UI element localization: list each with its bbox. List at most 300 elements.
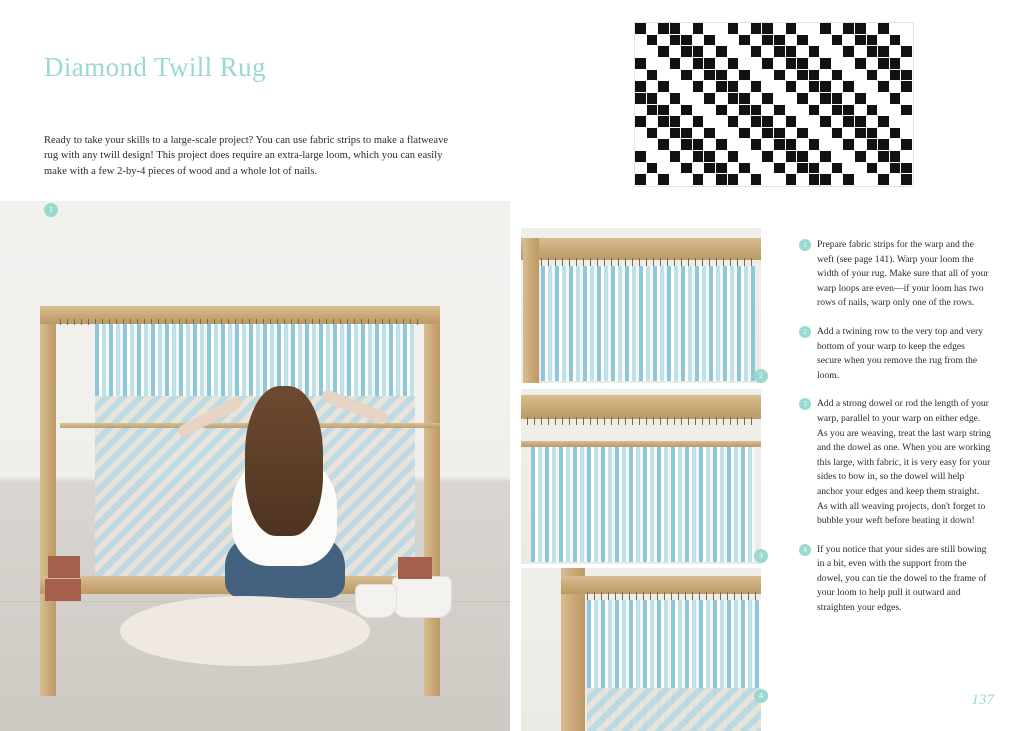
pattern-cell-empty: [762, 174, 774, 186]
pattern-cell-empty: [890, 116, 902, 128]
step-text: Add a twining row to the very top and very bottom of your warp to keep the edges secure when you remove the rug from the loom.: [817, 325, 983, 381]
pattern-cell-empty: [809, 23, 821, 35]
step-item: [799, 543, 991, 616]
pattern-cell-empty: [832, 23, 844, 35]
pattern-cell-empty: [635, 139, 647, 151]
pattern-cell-filled: [693, 116, 705, 128]
pattern-cell-empty: [693, 70, 705, 82]
pattern-cell-filled: [728, 174, 740, 186]
pattern-cell-empty: [786, 35, 798, 47]
pattern-cell-empty: [670, 46, 682, 58]
pattern-cell-empty: [670, 174, 682, 186]
pattern-cell-filled: [855, 93, 867, 105]
pattern-cell-empty: [820, 70, 832, 82]
pattern-cell-filled: [832, 35, 844, 47]
pattern-cell-empty: [635, 163, 647, 175]
pattern-cell-empty: [751, 93, 763, 105]
pattern-cell-empty: [843, 93, 855, 105]
pattern-cell-filled: [751, 116, 763, 128]
pattern-cell-filled: [797, 70, 809, 82]
pattern-cell-empty: [878, 105, 890, 117]
pattern-cell-filled: [878, 139, 890, 151]
pattern-cell-filled: [843, 46, 855, 58]
pattern-cell-empty: [751, 163, 763, 175]
pattern-cell-filled: [878, 58, 890, 70]
pattern-cell-filled: [867, 105, 879, 117]
photo-badge-4: 4: [754, 689, 768, 703]
pattern-cell-empty: [739, 46, 751, 58]
page-title: Diamond Twill Rug: [44, 52, 266, 82]
pattern-cell-filled: [739, 128, 751, 140]
pattern-cell-empty: [890, 46, 902, 58]
loom-top-beam-3: [521, 395, 761, 419]
pattern-cell-filled: [670, 151, 682, 163]
pattern-cell-filled: [739, 105, 751, 117]
pattern-cell-filled: [843, 81, 855, 93]
pattern-cell-filled: [658, 23, 670, 35]
pattern-cell-empty: [832, 151, 844, 163]
pattern-cell-filled: [797, 151, 809, 163]
pattern-cell-empty: [751, 128, 763, 140]
pattern-cell-filled: [890, 93, 902, 105]
pattern-cell-empty: [704, 174, 716, 186]
pattern-cell-filled: [728, 151, 740, 163]
pattern-cell-empty: [843, 35, 855, 47]
pattern-cell-filled: [762, 35, 774, 47]
pattern-cell-filled: [843, 116, 855, 128]
pattern-cell-empty: [704, 139, 716, 151]
pattern-cell-filled: [890, 35, 902, 47]
pattern-cell-empty: [809, 116, 821, 128]
pattern-cell-filled: [739, 70, 751, 82]
pattern-cell-empty: [843, 151, 855, 163]
pattern-cell-empty: [693, 35, 705, 47]
pattern-cell-empty: [797, 116, 809, 128]
step-text: Prepare fabric strips for the warp and the weft (see page 141). Warp your loom the width of your rug. Make sure that all of your warp loops are even—if your loom has two rows of nails, warp only one of the rows.: [817, 239, 989, 309]
step-text: Add a strong dowel or rod the length of your warp, parallel to your warp on either edge. As you are weaving, treat the last warp string and the dowel as one. When you are working this large, with fabric, it is very easy for your sides to bow in, so the dowel will help anchor your edges and keep them straight. As with all weaving projects, don't forget to bubble your weft before beating it down!: [817, 398, 991, 527]
pattern-cell-filled: [878, 81, 890, 93]
step-item: [799, 238, 991, 311]
pattern-cell-filled: [670, 35, 682, 47]
pattern-cell-filled: [901, 174, 913, 186]
pattern-cell-filled: [832, 105, 844, 117]
pattern-cell-filled: [739, 163, 751, 175]
pattern-cell-empty: [728, 128, 740, 140]
pattern-cell-empty: [901, 58, 913, 70]
pattern-cell-empty: [681, 93, 693, 105]
pattern-cell-empty: [751, 58, 763, 70]
pattern-cell-empty: [704, 105, 716, 117]
pattern-cell-filled: [693, 151, 705, 163]
pattern-cell-empty: [635, 35, 647, 47]
pattern-cell-filled: [762, 23, 774, 35]
pattern-cell-empty: [635, 70, 647, 82]
pattern-cell-filled: [855, 116, 867, 128]
pattern-cell-empty: [658, 151, 670, 163]
step-number-badge: 3: [799, 398, 811, 410]
pattern-cell-empty: [867, 151, 879, 163]
pattern-cell-empty: [658, 70, 670, 82]
pattern-cell-filled: [820, 81, 832, 93]
pattern-cell-filled: [647, 163, 659, 175]
pattern-cell-filled: [867, 128, 879, 140]
pattern-cell-filled: [878, 151, 890, 163]
pattern-cell-filled: [843, 105, 855, 117]
pattern-cell-empty: [797, 81, 809, 93]
pattern-cell-empty: [751, 35, 763, 47]
pattern-cell-empty: [704, 81, 716, 93]
pattern-cell-empty: [774, 93, 786, 105]
pattern-cell-empty: [739, 139, 751, 151]
pattern-cell-filled: [751, 139, 763, 151]
pattern-cell-filled: [797, 93, 809, 105]
pattern-cell-empty: [762, 81, 774, 93]
pattern-cell-filled: [739, 93, 751, 105]
pattern-cell-filled: [647, 128, 659, 140]
pattern-cell-empty: [855, 70, 867, 82]
step-item: [799, 325, 991, 383]
pattern-cell-filled: [890, 151, 902, 163]
pattern-cell-filled: [681, 35, 693, 47]
pattern-cell-empty: [797, 23, 809, 35]
pattern-cell-filled: [704, 35, 716, 47]
pattern-cell-empty: [762, 70, 774, 82]
pattern-cell-empty: [832, 58, 844, 70]
pattern-cell-empty: [670, 163, 682, 175]
pattern-cell-filled: [693, 46, 705, 58]
step-item: [799, 397, 991, 528]
pattern-cell-filled: [878, 116, 890, 128]
pattern-cell-filled: [635, 58, 647, 70]
pattern-cell-empty: [704, 23, 716, 35]
pattern-cell-empty: [901, 35, 913, 47]
pattern-cell-empty: [681, 116, 693, 128]
pattern-cell-filled: [786, 23, 798, 35]
pattern-cell-empty: [855, 139, 867, 151]
pattern-cell-filled: [786, 46, 798, 58]
pattern-cell-empty: [658, 128, 670, 140]
pattern-cell-filled: [786, 139, 798, 151]
brick-left-upper: [48, 556, 80, 578]
pattern-cell-empty: [820, 35, 832, 47]
step-text: If you notice that your sides are still bowing in a bit, even with the support from the dowel, you can tie the dowel to the frame of your loom to help pull it outward and straighten your edges.: [817, 543, 987, 614]
pattern-cell-filled: [693, 23, 705, 35]
pattern-cell-filled: [878, 46, 890, 58]
pattern-cell-filled: [716, 139, 728, 151]
pattern-cell-filled: [728, 58, 740, 70]
pattern-cell-filled: [797, 35, 809, 47]
pattern-cell-filled: [704, 151, 716, 163]
step-photo-warped-loom: [521, 228, 761, 383]
pattern-cell-empty: [867, 93, 879, 105]
pattern-cell-empty: [716, 151, 728, 163]
pattern-cell-empty: [739, 151, 751, 163]
pattern-cell-filled: [762, 93, 774, 105]
pattern-cell-empty: [809, 128, 821, 140]
pattern-cell-empty: [681, 23, 693, 35]
pattern-cell-filled: [658, 174, 670, 186]
pattern-cell-filled: [716, 105, 728, 117]
pattern-cell-filled: [855, 23, 867, 35]
pattern-cell-empty: [704, 46, 716, 58]
studio-background: [0, 201, 510, 731]
pattern-cell-filled: [693, 58, 705, 70]
loom-nail-row-4: [587, 592, 757, 600]
pattern-cell-empty: [693, 93, 705, 105]
pattern-cell-empty: [728, 105, 740, 117]
pattern-cell-empty: [901, 23, 913, 35]
pattern-cell-empty: [832, 81, 844, 93]
pattern-cell-filled: [832, 163, 844, 175]
pattern-cell-empty: [728, 35, 740, 47]
pattern-cell-empty: [890, 174, 902, 186]
loom-nail-row-3: [527, 417, 755, 425]
pattern-cell-empty: [670, 105, 682, 117]
pattern-cell-filled: [855, 151, 867, 163]
pattern-cell-filled: [739, 35, 751, 47]
warp-fringe-3: [531, 447, 755, 562]
pattern-cell-empty: [728, 139, 740, 151]
pattern-cell-empty: [867, 174, 879, 186]
pattern-cell-filled: [751, 105, 763, 117]
pattern-cell-filled: [728, 116, 740, 128]
pattern-cell-filled: [635, 93, 647, 105]
pattern-cell-empty: [843, 70, 855, 82]
photo-badge-1: 1: [44, 203, 58, 217]
pattern-cell-empty: [901, 93, 913, 105]
step-instructions-list: [799, 238, 991, 630]
pattern-cell-filled: [716, 174, 728, 186]
pattern-cell-filled: [878, 174, 890, 186]
pattern-cell-filled: [786, 151, 798, 163]
pattern-cell-filled: [693, 81, 705, 93]
step-number-badge: 2: [799, 326, 811, 338]
page-number: 137: [971, 692, 994, 708]
intro-paragraph: Ready to take your skills to a large-scale project? You can use fabric strips to make a flatweave rug with any twill design! This project does require an extra-large loom, which you can easily make with a few 2-by-4 pieces of wood and a whole lot of nails.: [44, 134, 449, 177]
pattern-cell-empty: [890, 23, 902, 35]
pattern-cell-empty: [890, 81, 902, 93]
pattern-cell-filled: [670, 128, 682, 140]
loom-left-post-2: [523, 238, 539, 383]
pattern-cell-empty: [820, 163, 832, 175]
pattern-cell-filled: [901, 139, 913, 151]
basket-small: [355, 584, 397, 618]
pattern-cell-filled: [728, 81, 740, 93]
pattern-cell-empty: [786, 93, 798, 105]
twill-pattern-chart: [634, 22, 914, 187]
pattern-cell-filled: [681, 128, 693, 140]
step-number-badge: 4: [799, 544, 811, 556]
pattern-cell-filled: [774, 35, 786, 47]
pattern-cell-filled: [762, 128, 774, 140]
pattern-cell-empty: [716, 35, 728, 47]
person-hair: [245, 386, 323, 536]
pattern-cell-empty: [774, 116, 786, 128]
pattern-cell-filled: [820, 23, 832, 35]
pattern-cell-filled: [693, 139, 705, 151]
pattern-cell-empty: [855, 81, 867, 93]
pattern-cell-empty: [774, 23, 786, 35]
pattern-cell-filled: [681, 46, 693, 58]
loom-closeup-background-3: [521, 568, 761, 731]
pattern-cell-filled: [786, 174, 798, 186]
pattern-cell-filled: [681, 105, 693, 117]
pattern-cell-filled: [809, 163, 821, 175]
pattern-cell-empty: [693, 128, 705, 140]
pattern-cell-empty: [647, 58, 659, 70]
pattern-cell-empty: [647, 151, 659, 163]
pattern-cell-filled: [901, 70, 913, 82]
pattern-cell-filled: [797, 128, 809, 140]
pattern-cell-filled: [762, 151, 774, 163]
pattern-cell-empty: [716, 116, 728, 128]
pattern-cell-empty: [774, 174, 786, 186]
pattern-cell-empty: [751, 151, 763, 163]
pattern-cell-filled: [901, 46, 913, 58]
pattern-cell-empty: [635, 105, 647, 117]
pattern-cell-filled: [716, 81, 728, 93]
pattern-cell-empty: [786, 70, 798, 82]
pattern-cell-filled: [658, 116, 670, 128]
pattern-cell-filled: [658, 105, 670, 117]
pattern-cell-empty: [728, 163, 740, 175]
pattern-cell-filled: [855, 35, 867, 47]
pattern-cell-filled: [867, 163, 879, 175]
pattern-cell-filled: [658, 139, 670, 151]
pattern-cell-filled: [681, 163, 693, 175]
pattern-cell-empty: [878, 163, 890, 175]
pattern-cell-empty: [670, 81, 682, 93]
pattern-cell-empty: [809, 93, 821, 105]
pattern-cell-empty: [635, 128, 647, 140]
pattern-cell-empty: [878, 93, 890, 105]
pattern-cell-empty: [855, 46, 867, 58]
pattern-cell-filled: [670, 93, 682, 105]
pattern-cell-empty: [716, 128, 728, 140]
pattern-grid: [635, 23, 913, 186]
pattern-cell-empty: [739, 81, 751, 93]
pattern-cell-filled: [762, 58, 774, 70]
pattern-cell-empty: [786, 105, 798, 117]
pattern-cell-empty: [843, 163, 855, 175]
pattern-cell-filled: [762, 116, 774, 128]
pattern-cell-filled: [774, 163, 786, 175]
pattern-cell-empty: [681, 151, 693, 163]
pattern-cell-empty: [739, 174, 751, 186]
pattern-cell-filled: [751, 81, 763, 93]
warp-fringe-2: [541, 266, 755, 381]
pattern-cell-filled: [751, 174, 763, 186]
pattern-cell-filled: [832, 93, 844, 105]
pattern-cell-filled: [797, 163, 809, 175]
pattern-cell-filled: [809, 46, 821, 58]
pattern-cell-empty: [681, 174, 693, 186]
pattern-cell-empty: [658, 93, 670, 105]
loom-top-beam-2: [521, 238, 761, 260]
pattern-cell-empty: [716, 93, 728, 105]
pattern-cell-filled: [670, 116, 682, 128]
pattern-cell-empty: [774, 151, 786, 163]
pattern-cell-filled: [774, 105, 786, 117]
main-weaving-photo: [0, 201, 510, 731]
pattern-cell-filled: [751, 46, 763, 58]
pattern-cell-empty: [751, 70, 763, 82]
pattern-cell-empty: [809, 58, 821, 70]
pattern-cell-filled: [716, 46, 728, 58]
pattern-cell-filled: [890, 70, 902, 82]
pattern-cell-empty: [647, 81, 659, 93]
pattern-cell-filled: [704, 70, 716, 82]
pattern-cell-filled: [728, 23, 740, 35]
pattern-cell-filled: [635, 23, 647, 35]
pattern-cell-filled: [658, 81, 670, 93]
pattern-cell-filled: [774, 46, 786, 58]
pattern-cell-empty: [809, 151, 821, 163]
pattern-cell-filled: [809, 139, 821, 151]
pattern-cell-filled: [809, 174, 821, 186]
pattern-cell-filled: [809, 70, 821, 82]
pattern-cell-filled: [843, 23, 855, 35]
pattern-cell-empty: [786, 163, 798, 175]
pattern-cell-empty: [635, 46, 647, 58]
pattern-cell-empty: [681, 81, 693, 93]
pattern-cell-empty: [878, 70, 890, 82]
pattern-cell-filled: [820, 174, 832, 186]
pattern-cell-empty: [878, 128, 890, 140]
pattern-cell-filled: [670, 23, 682, 35]
step-number-badge: 1: [799, 239, 811, 251]
pattern-cell-filled: [728, 93, 740, 105]
pattern-cell-filled: [681, 70, 693, 82]
pattern-cell-filled: [797, 58, 809, 70]
step-photo-tied-dowel: [521, 568, 761, 731]
pattern-cell-empty: [867, 116, 879, 128]
pattern-cell-filled: [901, 163, 913, 175]
pattern-cell-filled: [647, 70, 659, 82]
loom-closeup-background: [521, 228, 761, 383]
pattern-cell-filled: [832, 70, 844, 82]
pattern-cell-empty: [855, 174, 867, 186]
pattern-cell-filled: [786, 58, 798, 70]
woven-rug-area-2: [587, 688, 761, 731]
pattern-cell-empty: [867, 81, 879, 93]
pattern-cell-filled: [704, 93, 716, 105]
loom-right-post: [424, 306, 440, 696]
pattern-cell-filled: [647, 93, 659, 105]
pattern-cell-filled: [832, 128, 844, 140]
pattern-cell-empty: [728, 46, 740, 58]
pattern-cell-empty: [647, 116, 659, 128]
pattern-cell-empty: [647, 174, 659, 186]
brick-right: [398, 557, 432, 579]
pattern-cell-empty: [832, 116, 844, 128]
pattern-cell-empty: [797, 46, 809, 58]
pattern-cell-filled: [809, 81, 821, 93]
brick-left: [45, 579, 81, 601]
pattern-cell-filled: [774, 128, 786, 140]
pattern-cell-empty: [867, 23, 879, 35]
pattern-cell-empty: [867, 58, 879, 70]
pattern-cell-empty: [681, 58, 693, 70]
pattern-cell-empty: [716, 23, 728, 35]
pattern-cell-empty: [658, 35, 670, 47]
pattern-cell-filled: [855, 58, 867, 70]
pattern-cell-empty: [693, 163, 705, 175]
pattern-cell-filled: [681, 139, 693, 151]
pattern-cell-filled: [774, 70, 786, 82]
pattern-cell-filled: [843, 139, 855, 151]
pattern-cell-filled: [704, 58, 716, 70]
